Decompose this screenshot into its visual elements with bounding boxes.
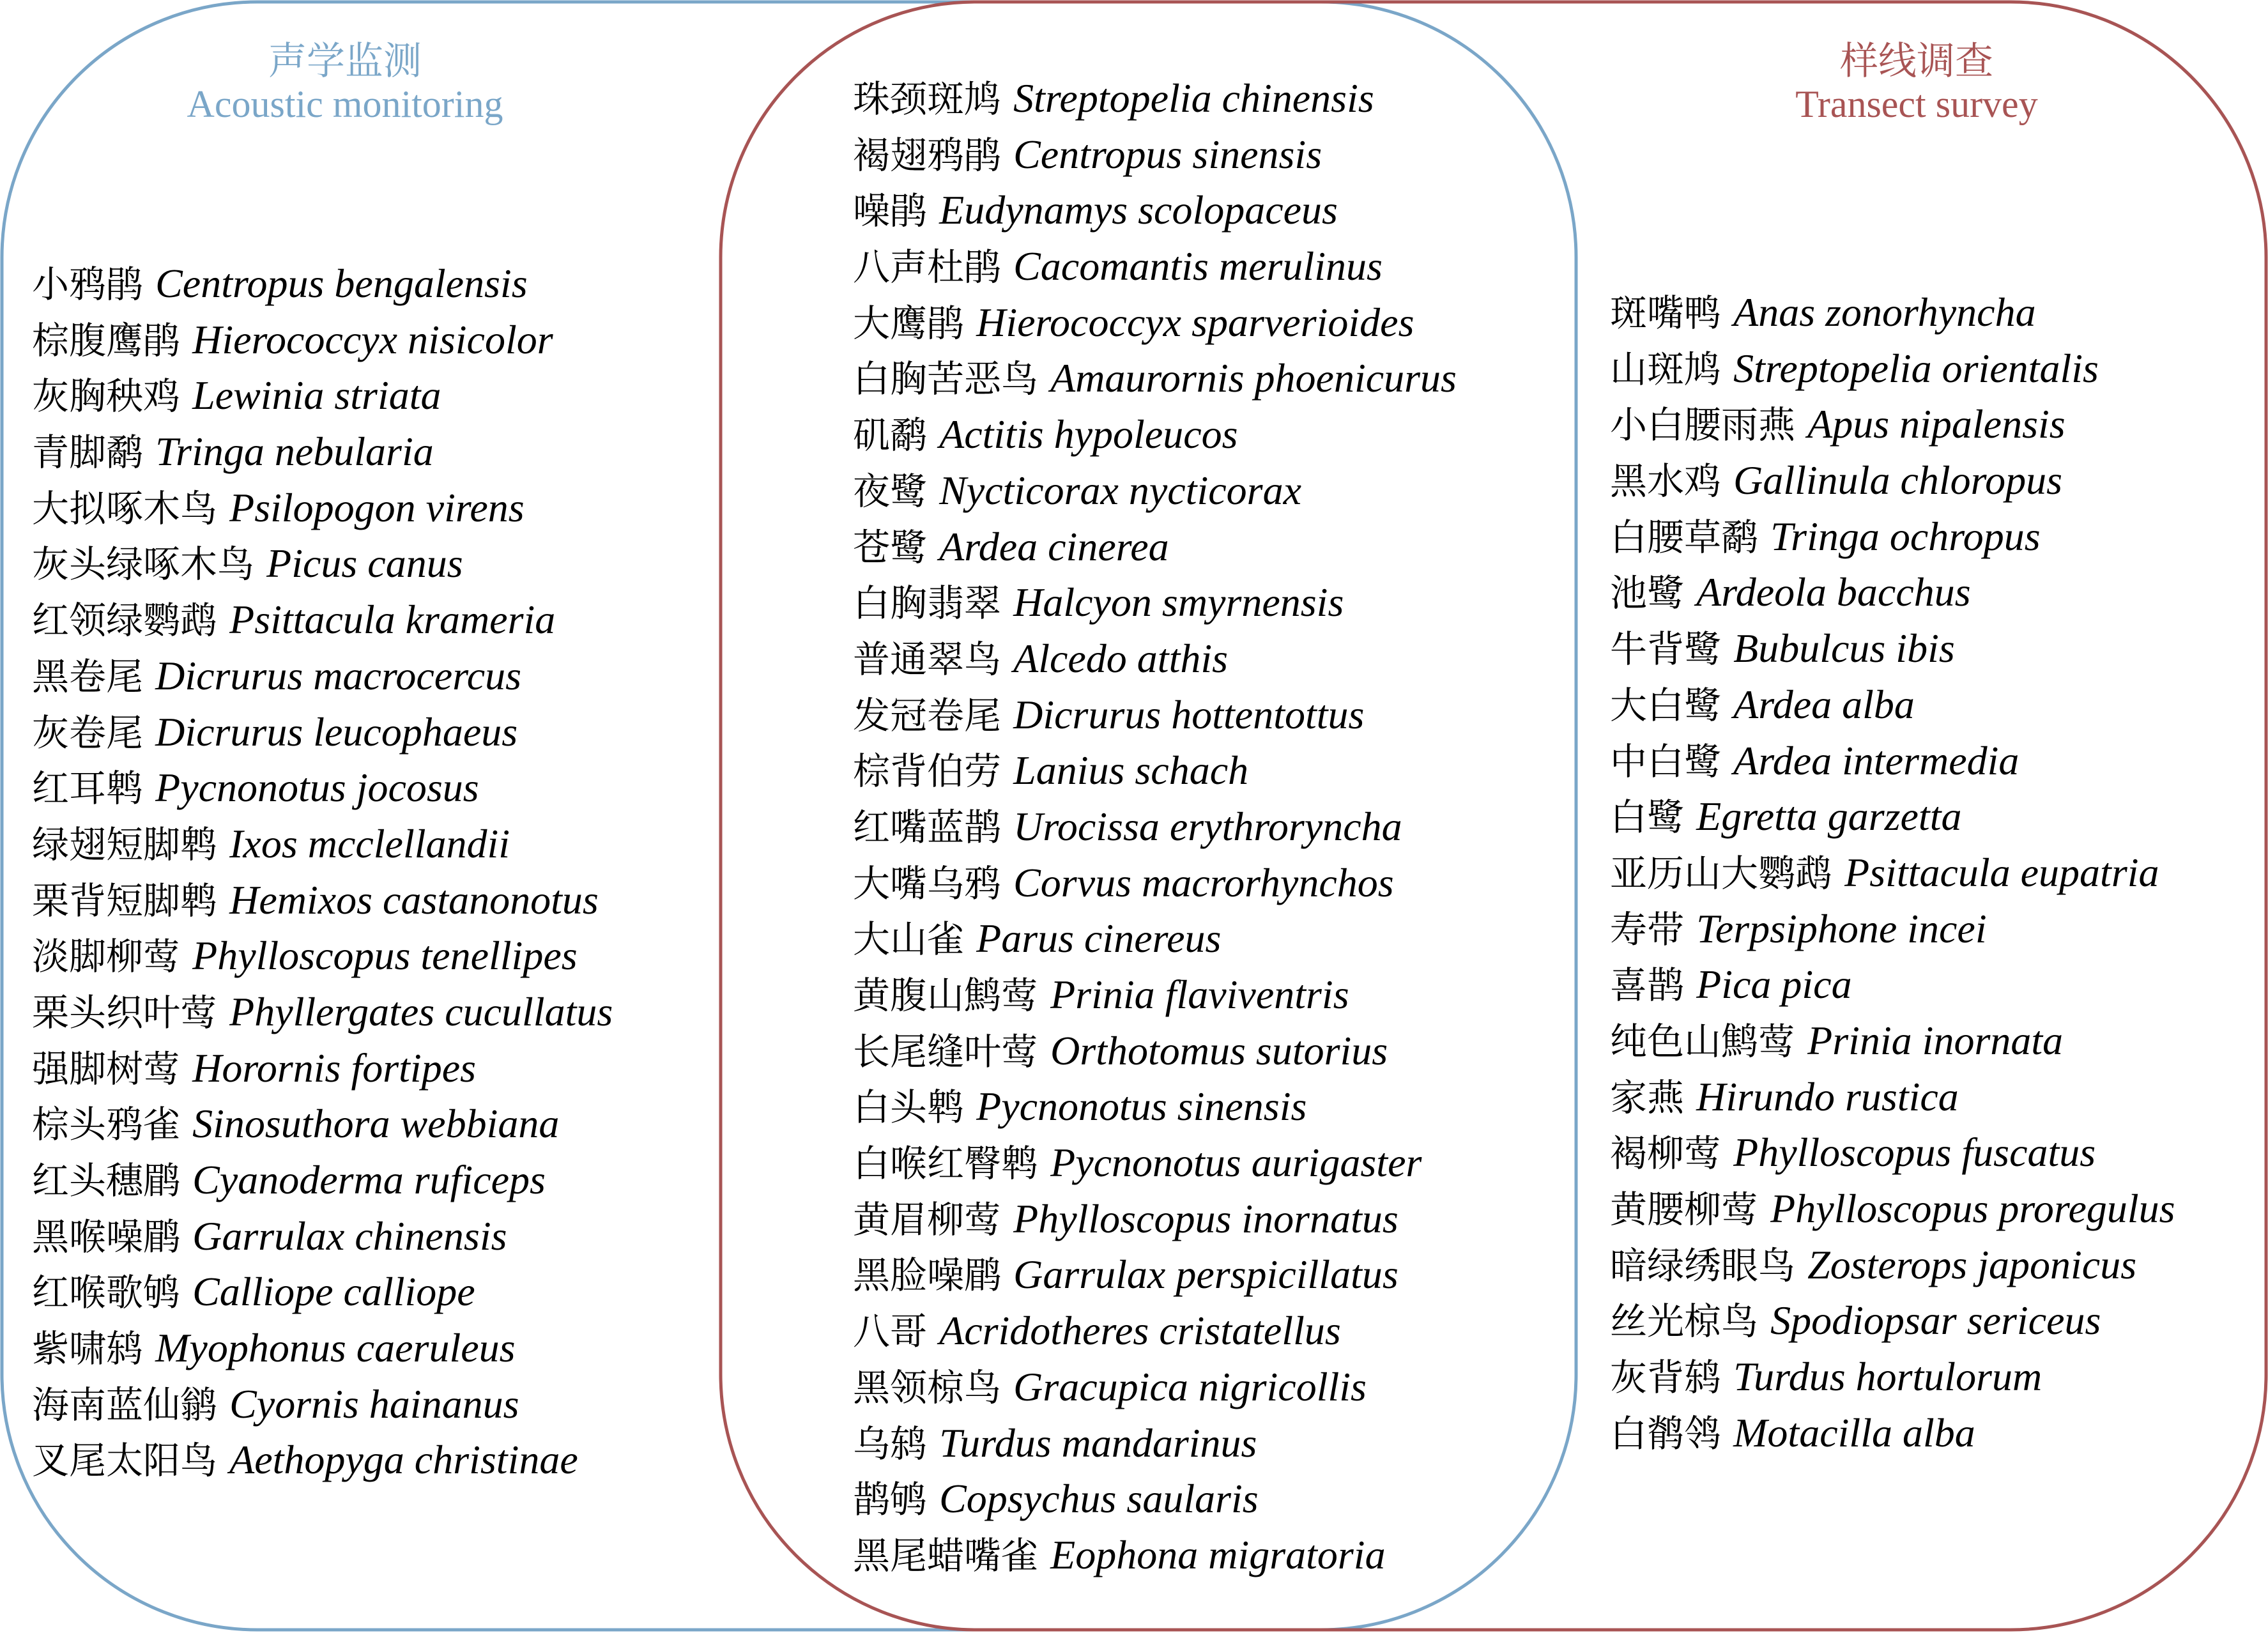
species-item xyxy=(32,1376,613,1432)
species-item xyxy=(32,1208,613,1264)
species-chinese-name: 家燕 xyxy=(1610,1075,1685,1119)
species-scientific-name: Hirundo rustica xyxy=(1696,1073,1959,1119)
species-chinese-name: 红喉歌鸲 xyxy=(32,1271,181,1315)
species-chinese-name: 栗头织叶莺 xyxy=(32,990,218,1034)
species-item xyxy=(32,367,613,424)
species-scientific-name: Eudynamys scolopaceus xyxy=(939,187,1338,233)
species-item xyxy=(1610,396,2175,452)
species-chinese-name: 黑脸噪鹛 xyxy=(853,1254,1002,1298)
species-chinese-name: 黄腰柳莺 xyxy=(1610,1188,1759,1231)
species-scientific-name: Ardea intermedia xyxy=(1733,737,2019,783)
species-scientific-name: Streptopelia orientalis xyxy=(1733,345,2099,391)
species-scientific-name: Alcedo atthis xyxy=(1013,635,1229,681)
species-chinese-name: 棕背伯劳 xyxy=(853,749,1002,793)
species-item xyxy=(32,1320,613,1376)
species-chinese-name: 大鹰鹃 xyxy=(853,301,965,345)
species-item xyxy=(1610,788,2175,845)
species-scientific-name: Copsychus saularis xyxy=(939,1476,1259,1522)
species-item xyxy=(32,1096,613,1152)
species-scientific-name: Halcyon smyrnensis xyxy=(1013,579,1344,625)
species-chinese-name: 池鹭 xyxy=(1610,571,1685,615)
species-item xyxy=(853,350,1457,406)
species-scientific-name: Pycnonotus aurigaster xyxy=(1050,1140,1422,1186)
species-item xyxy=(853,463,1457,519)
species-scientific-name: Psittacula eupatria xyxy=(1844,849,2159,895)
species-item xyxy=(853,519,1457,575)
species-item xyxy=(1610,1013,2175,1069)
species-item xyxy=(853,799,1457,855)
species-scientific-name: Urocissa erythroryncha xyxy=(1013,803,1402,849)
species-item xyxy=(853,1191,1457,1247)
species-scientific-name: Cyornis hainanus xyxy=(229,1381,519,1427)
species-scientific-name: Terpsiphone incei xyxy=(1696,905,1987,951)
species-item xyxy=(32,872,613,928)
species-chinese-name: 白鹭 xyxy=(1610,795,1685,839)
species-chinese-name: 小白腰雨燕 xyxy=(1610,403,1796,447)
species-item xyxy=(32,760,613,816)
species-chinese-name: 斑嘴鸭 xyxy=(1610,291,1722,335)
species-scientific-name: Hemixos castanonotus xyxy=(229,877,599,923)
species-chinese-name: 黑喉噪鹛 xyxy=(32,1215,181,1259)
transect-title-en: Transect survey xyxy=(1795,83,2038,125)
shared-species-list xyxy=(853,70,1457,1583)
species-item xyxy=(1610,845,2175,901)
species-item xyxy=(853,910,1457,967)
species-chinese-name: 白胸苦恶鸟 xyxy=(853,357,1039,401)
species-scientific-name: Zosterops japonicus xyxy=(1807,1241,2137,1287)
species-scientific-name: Actitis hypoleucos xyxy=(939,411,1238,457)
species-scientific-name: Turdus hortulorum xyxy=(1733,1354,2042,1400)
species-chinese-name: 小鸦鹃 xyxy=(32,263,144,306)
species-item xyxy=(853,1078,1457,1135)
species-chinese-name: 寿带 xyxy=(1610,907,1685,951)
species-scientific-name: Horornis fortipes xyxy=(192,1045,476,1091)
species-scientific-name: Orthotomus sutorius xyxy=(1050,1027,1388,1073)
species-scientific-name: Turdus mandarinus xyxy=(939,1420,1257,1466)
species-item xyxy=(32,424,613,480)
species-chinese-name: 黑水鸡 xyxy=(1610,459,1722,503)
species-chinese-name: 丝光椋鸟 xyxy=(1610,1300,1759,1344)
species-chinese-name: 夜鹭 xyxy=(853,469,928,513)
species-chinese-name: 灰胸秧鸡 xyxy=(32,374,181,418)
species-item xyxy=(853,742,1457,799)
species-item xyxy=(1610,1181,2175,1237)
transect-only-species-list xyxy=(1610,284,2175,1460)
species-chinese-name: 强脚树莺 xyxy=(32,1046,181,1091)
species-item xyxy=(853,182,1457,238)
species-item xyxy=(32,1264,613,1320)
species-scientific-name: Calliope calliope xyxy=(192,1269,475,1315)
species-item xyxy=(1610,564,2175,620)
species-chinese-name: 亚历山大鹦鹉 xyxy=(1610,851,1833,895)
species-item xyxy=(1610,509,2175,565)
acoustic-only-species-list xyxy=(32,256,613,1488)
species-chinese-name: 中白鹭 xyxy=(1610,739,1722,783)
species-item xyxy=(32,1040,613,1096)
species-scientific-name: Phylloscopus fuscatus xyxy=(1733,1130,2096,1176)
species-item xyxy=(1610,1237,2175,1293)
species-scientific-name: Phylloscopus proregulus xyxy=(1770,1186,2175,1231)
species-scientific-name: Phylloscopus inornatus xyxy=(1013,1195,1398,1241)
species-scientific-name: Gallinula chloropus xyxy=(1733,457,2063,503)
species-chinese-name: 灰头绿啄木鸟 xyxy=(32,542,255,586)
species-item xyxy=(853,574,1457,631)
species-scientific-name: Cacomantis merulinus xyxy=(1013,243,1383,289)
species-chinese-name: 红头穗鹛 xyxy=(32,1159,181,1202)
species-chinese-name: 黑领椋鸟 xyxy=(853,1365,1002,1409)
species-item xyxy=(1610,733,2175,789)
species-scientific-name: Prinia inornata xyxy=(1807,1017,2064,1063)
species-scientific-name: Lanius schach xyxy=(1013,747,1249,793)
species-chinese-name: 红耳鹎 xyxy=(32,767,144,811)
species-scientific-name: Dicrurus hottentottus xyxy=(1013,691,1365,737)
acoustic-title xyxy=(128,40,562,125)
species-scientific-name: Hierococcyx nisicolor xyxy=(192,316,553,362)
species-item xyxy=(853,126,1457,183)
species-chinese-name: 红领绿鹦鹉 xyxy=(32,599,218,643)
species-item xyxy=(853,1471,1457,1527)
species-item xyxy=(32,816,613,872)
species-chinese-name: 灰卷尾 xyxy=(32,710,144,755)
species-scientific-name: Ardea alba xyxy=(1733,681,1915,727)
species-scientific-name: Spodiopsar sericeus xyxy=(1770,1298,2101,1344)
species-item xyxy=(1610,1069,2175,1125)
species-chinese-name: 噪鹃 xyxy=(853,189,928,233)
species-item xyxy=(853,967,1457,1023)
species-chinese-name: 暗绿绣眼鸟 xyxy=(1610,1243,1796,1287)
species-chinese-name: 棕头鸦雀 xyxy=(32,1103,181,1147)
transect-title xyxy=(1699,40,2134,125)
species-chinese-name: 纯色山鹪莺 xyxy=(1610,1019,1796,1063)
species-chinese-name: 紫啸鸫 xyxy=(32,1327,144,1371)
species-chinese-name: 青脚鹬 xyxy=(32,431,144,475)
species-item xyxy=(853,1303,1457,1359)
species-scientific-name: Apus nipalensis xyxy=(1807,401,2065,447)
species-scientific-name: Garrulax chinensis xyxy=(192,1213,507,1259)
species-item xyxy=(32,256,613,312)
species-chinese-name: 牛背鹭 xyxy=(1610,627,1722,671)
species-chinese-name: 大白鹭 xyxy=(1610,683,1722,727)
species-item xyxy=(1610,901,2175,957)
species-scientific-name: Eophona migratoria xyxy=(1050,1531,1386,1577)
species-item xyxy=(32,704,613,760)
species-item xyxy=(853,1527,1457,1583)
species-scientific-name: Motacilla alba xyxy=(1733,1409,1975,1455)
species-item xyxy=(853,1246,1457,1303)
species-chinese-name: 山斑鸠 xyxy=(1610,347,1722,391)
species-chinese-name: 白头鹎 xyxy=(853,1085,965,1130)
species-scientific-name: Tringa ochropus xyxy=(1770,513,2041,559)
species-chinese-name: 红嘴蓝鹊 xyxy=(853,805,1002,849)
species-item xyxy=(853,1415,1457,1471)
species-item xyxy=(32,984,613,1040)
species-scientific-name: Amaurornis phoenicurus xyxy=(1050,355,1457,401)
species-chinese-name: 矶鹬 xyxy=(853,413,928,457)
species-chinese-name: 褐翅鸦鹃 xyxy=(853,133,1002,177)
species-scientific-name: Ixos mcclellandii xyxy=(229,820,510,866)
species-chinese-name: 褐柳莺 xyxy=(1610,1131,1722,1176)
species-scientific-name: Prinia flaviventris xyxy=(1050,972,1349,1017)
species-item xyxy=(32,312,613,368)
species-scientific-name: Sinosuthora webbiana xyxy=(192,1101,560,1147)
species-scientific-name: Pica pica xyxy=(1696,962,1852,1008)
species-scientific-name: Garrulax perspicillatus xyxy=(1013,1252,1398,1298)
species-scientific-name: Bubulcus ibis xyxy=(1733,625,1955,671)
species-chinese-name: 长尾缝叶莺 xyxy=(853,1029,1039,1073)
species-item xyxy=(32,1152,613,1208)
species-item xyxy=(1610,620,2175,677)
species-item xyxy=(853,70,1457,126)
species-scientific-name: Aethopyga christinae xyxy=(229,1437,578,1483)
species-scientific-name: Corvus macrorhynchos xyxy=(1013,859,1394,905)
species-scientific-name: Centropus sinensis xyxy=(1013,131,1322,177)
species-chinese-name: 白喉红臀鹎 xyxy=(853,1142,1039,1186)
species-scientific-name: Streptopelia chinensis xyxy=(1013,75,1374,121)
species-item xyxy=(853,295,1457,351)
species-item xyxy=(853,238,1457,295)
species-chinese-name: 棕腹鹰鹃 xyxy=(32,318,181,362)
species-scientific-name: Phylloscopus tenellipes xyxy=(192,933,578,979)
species-item xyxy=(853,1135,1457,1191)
species-chinese-name: 绿翅短脚鹎 xyxy=(32,822,218,866)
species-chinese-name: 普通翠鸟 xyxy=(853,637,1002,681)
species-chinese-name: 八声杜鹃 xyxy=(853,245,1002,289)
species-chinese-name: 发冠卷尾 xyxy=(853,693,1002,737)
acoustic-title-en: Acoustic monitoring xyxy=(187,83,503,125)
species-chinese-name: 大山雀 xyxy=(853,917,965,962)
species-scientific-name: Myophonus caeruleus xyxy=(155,1325,516,1371)
species-scientific-name: Pycnonotus sinensis xyxy=(976,1084,1307,1130)
species-chinese-name: 黑卷尾 xyxy=(32,654,144,698)
species-item xyxy=(1610,341,2175,397)
species-scientific-name: Ardea cinerea xyxy=(939,523,1169,569)
species-scientific-name: Dicrurus macrocercus xyxy=(155,652,522,698)
species-scientific-name: Hierococcyx sparverioides xyxy=(976,299,1414,345)
species-item xyxy=(1610,677,2175,733)
species-scientific-name: Lewinia striata xyxy=(192,372,441,418)
species-chinese-name: 鹊鸲 xyxy=(853,1478,928,1522)
species-chinese-name: 白腰草鹬 xyxy=(1610,515,1759,559)
transect-title-zh: 样线调查 xyxy=(1840,39,1993,84)
species-item xyxy=(1610,1349,2175,1405)
species-chinese-name: 灰背鸫 xyxy=(1610,1356,1722,1400)
species-scientific-name: Ardeola bacchus xyxy=(1696,569,1971,615)
species-scientific-name: Dicrurus leucophaeus xyxy=(155,709,518,755)
species-scientific-name: Pycnonotus jocosus xyxy=(155,765,479,811)
species-chinese-name: 白鹡鸰 xyxy=(1610,1411,1722,1455)
species-chinese-name: 黄眉柳莺 xyxy=(853,1197,1002,1241)
species-item xyxy=(1610,1124,2175,1181)
species-item xyxy=(32,928,613,984)
species-chinese-name: 栗背短脚鹎 xyxy=(32,878,218,923)
species-item xyxy=(1610,1405,2175,1461)
species-scientific-name: Tringa nebularia xyxy=(155,429,434,475)
species-item xyxy=(853,855,1457,911)
species-chinese-name: 淡脚柳莺 xyxy=(32,935,181,979)
species-item xyxy=(853,631,1457,687)
species-chinese-name: 乌鸫 xyxy=(853,1422,928,1466)
species-scientific-name: Psittacula krameria xyxy=(229,597,556,643)
species-item xyxy=(32,592,613,648)
species-chinese-name: 珠颈斑鸠 xyxy=(853,77,1002,121)
species-item xyxy=(32,1432,613,1488)
species-item xyxy=(853,1023,1457,1079)
species-chinese-name: 叉尾太阳鸟 xyxy=(32,1439,218,1483)
species-chinese-name: 白胸翡翠 xyxy=(853,581,1002,625)
species-item xyxy=(1610,284,2175,341)
species-item xyxy=(853,406,1457,463)
species-item xyxy=(853,1359,1457,1415)
species-chinese-name: 大拟啄木鸟 xyxy=(32,486,218,530)
species-scientific-name: Cyanoderma ruficeps xyxy=(192,1157,546,1202)
species-scientific-name: Acridotheres cristatellus xyxy=(939,1308,1341,1354)
species-chinese-name: 苍鹭 xyxy=(853,525,928,569)
species-scientific-name: Nycticorax nycticorax xyxy=(939,467,1301,513)
species-scientific-name: Picus canus xyxy=(266,540,463,586)
species-scientific-name: Anas zonorhyncha xyxy=(1733,289,2036,335)
species-scientific-name: Gracupica nigricollis xyxy=(1013,1363,1367,1409)
species-item xyxy=(853,687,1457,743)
species-chinese-name: 八哥 xyxy=(853,1310,928,1354)
species-scientific-name: Phyllergates cucullatus xyxy=(229,988,613,1034)
species-item xyxy=(1610,956,2175,1013)
acoustic-title-zh: 声学监测 xyxy=(268,39,422,84)
species-scientific-name: Psilopogon virens xyxy=(229,484,525,530)
species-chinese-name: 黄腹山鹪莺 xyxy=(853,974,1039,1017)
species-chinese-name: 大嘴乌鸦 xyxy=(853,861,1002,905)
species-chinese-name: 喜鹊 xyxy=(1610,963,1685,1008)
species-item xyxy=(32,535,613,592)
species-chinese-name: 海南蓝仙鹟 xyxy=(32,1383,218,1427)
species-scientific-name: Parus cinereus xyxy=(976,916,1222,962)
species-item xyxy=(32,480,613,536)
species-item xyxy=(32,648,613,704)
species-scientific-name: Egretta garzetta xyxy=(1696,793,1962,839)
species-item xyxy=(1610,1292,2175,1349)
species-chinese-name: 黑尾蜡嘴雀 xyxy=(853,1533,1039,1577)
species-scientific-name: Centropus bengalensis xyxy=(155,261,528,306)
species-item xyxy=(1610,452,2175,509)
